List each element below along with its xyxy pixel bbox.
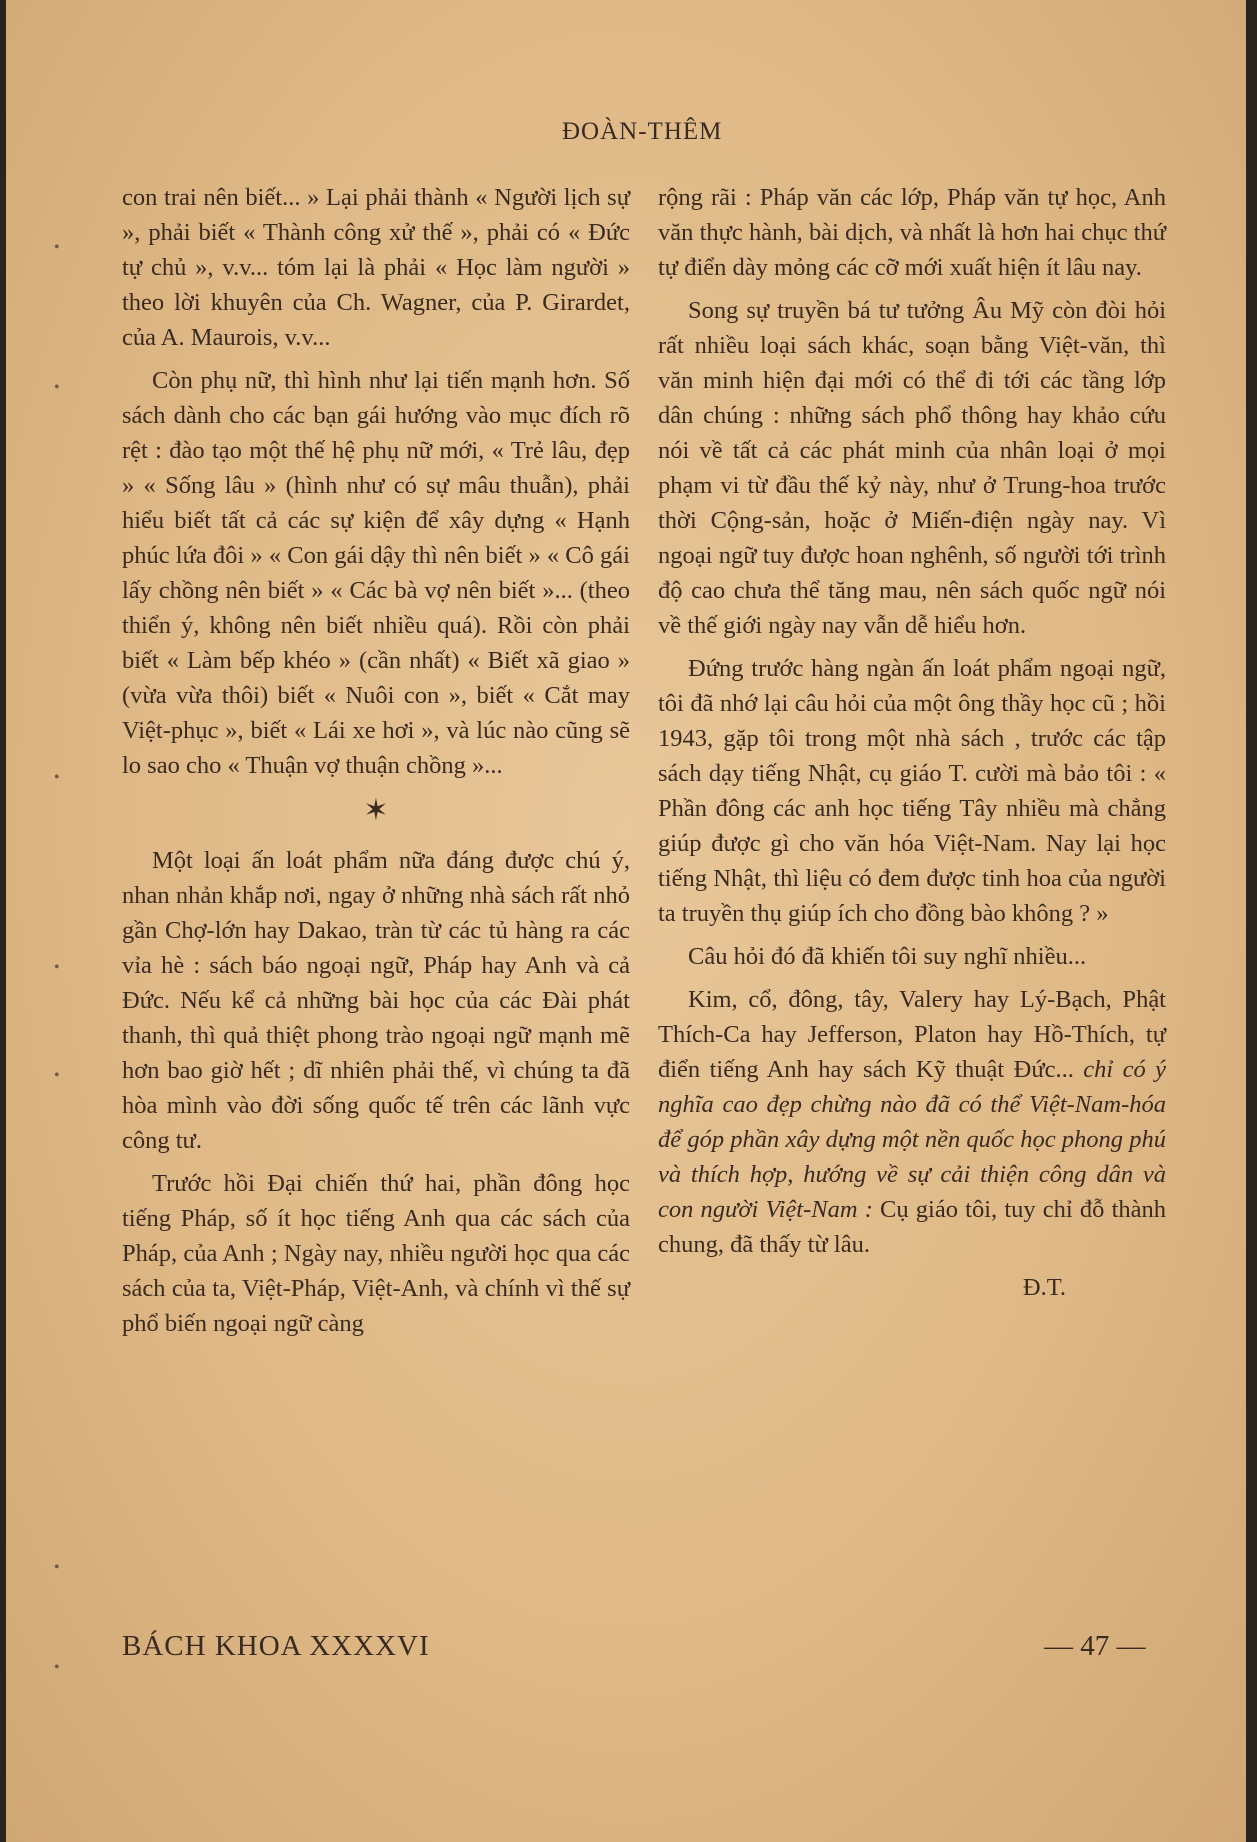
italic-emphasis: chỉ có ý nghĩa cao đẹp chừng nào đã có thể Việt-Nam-hóa để góp phần xây dựng một nền quốc học phong phú và thích hợp, hướng về sự cải thiện công dân và con người Việt-Nam : — [658, 1056, 1166, 1223]
page-header-author: ĐOÀN-THÊM — [562, 118, 723, 145]
section-separator: ✶ — [363, 794, 389, 827]
paragraph: Còn phụ nữ, thì hình như lại tiến mạnh hơn. Số sách dành cho các bạn gái hướng vào mục đích rõ rệt : đào tạo một thế hệ phụ nữ mới, « Trẻ lâu, đẹp » « Sống lâu » (hình như có sự mâu thuẫn), phải hiểu biết tất cả các sự kiện để xây dựng « Hạnh phúc lứa đôi » « Con gái dậy thì nên biết » « Cô gái lấy chồng nên biết » « Các bà vợ nên biết »... (theo thiển ý, không nên biết nhiều quá). Rồi còn phải biết « Làm bếp khéo » (cần nhất) « Biết xã giao » (vừa vừa thôi) biết « Nuôi con », biết « Cắt may Việt-phục », biết « Lái xe hơi », và lúc nào cũng sẽ lo sao cho « Thuận vợ thuận chồng »... — [122, 367, 630, 779]
paragraph: Câu hỏi đó đã khiến tôi suy nghĩ nhiều... — [688, 943, 1087, 970]
paragraph: Một loại ấn loát phẩm nữa đáng được chú ý, nhan nhản khắp nơi, ngay ở những nhà sách rất nhỏ gần Chợ-lớn hay Dakao, tràn từ các tủ hàng ra các vỉa hè : sách báo ngoại ngữ, Pháp hay Anh và cả Đức. Nếu kể cả những bài học của các Đài phát thanh, thì quả thiệt phong trào ngoại ngữ mạnh mẽ hơn bao giờ hết ; dĩ nhiên phải thế, vì chúng ta đã hòa mình vào đời sống quốc tế trên các lãnh vực công tư. — [122, 847, 630, 1154]
right-column — [658, 180, 1166, 1313]
paragraph: con trai nên biết... » Lại phải thành « Người lịch sự », phải biết « Thành công xử thế », phải có « Đức tự chủ », v.v... tóm lại là phải « Học làm người » theo lời khuyên của Ch. Wagner, của P. Girardet, của A. Maurois, v.v... — [122, 184, 630, 351]
paragraph-conclusion — [658, 982, 1166, 1262]
page-number: — 47 — — [1044, 1630, 1146, 1662]
paragraph: Trước hồi Đại chiến thứ hai, phần đông học tiếng Pháp, số ít học tiếng Anh qua các sách của Pháp, của Anh ; Ngày nay, nhiều người học qua các sách của ta, Việt-Pháp, Việt-Anh, và chính vì thế sự phổ biến ngoại ngữ càng — [122, 1170, 630, 1337]
author-signature: Đ.T. — [1022, 1274, 1066, 1301]
paragraph-text: Cụ giáo tôi, tuy chỉ đỗ thành chung, đã thấy từ lâu. — [658, 1196, 1166, 1258]
paragraph: Song sự truyền bá tư tưởng Âu Mỹ còn đòi hỏi rất nhiều loại sách khác, soạn bằng Việt-văn, thì văn minh hiện đại mới có thể đi tới các tầng lớp dân chúng : những sách phổ thông hay khảo cứu nói về tất cả các phát minh của nhân loại ở mọi phạm vi từ đầu thế kỷ này, như ở Trung-hoa trước thời Cộng-sản, hoặc ở Miến-điện ngày nay. Vì ngoại ngữ tuy được hoan nghênh, số người tới trình độ cao chưa thể tăng mau, nên sách quốc ngữ nói về thế giới ngày nay vẫn dễ hiểu hơn. — [658, 297, 1166, 639]
paragraph: Đứng trước hàng ngàn ấn loát phẩm ngoại ngữ, tôi đã nhớ lại câu hỏi của một ông thầy học cũ ; hồi 1943, gặp tôi trong một nhà sách , trước các tập sách dạy tiếng Nhật, cụ giáo T. cười mà bảo tôi : « Phần đông các anh học tiếng Tây nhiều mà chẳng giúp được gì cho văn hóa Việt-Nam. Nay lại học tiếng Nhật, thì liệu có đem được tinh hoa của người ta truyền thụ giúp ích cho đồng bào không ? » — [658, 655, 1166, 927]
magazine-name: BÁCH KHOA XXXXVI — [122, 1630, 430, 1662]
paragraph-text: Kim, cổ, đông, tây, Valery hay Lý-Bạch, Phật Thích-Ca hay Jefferson, Platon hay Hồ-Thích, tự điển tiếng Anh hay sách Kỹ thuật Đức... — [658, 986, 1166, 1083]
document-page: • • • • • • • ĐOÀN-THÊM con trai nên biết... » Lại phải thành « Người lịch sự », phải biết « Thành công xử thế », phải có « Đức tự chủ », v.v... tóm lại là phải « Học làm người » theo lời khuyên của Ch. Wagner, của P. Girardet, của A. Maurois, v.v... Còn phụ nữ, thì hình như lại tiến mạnh hơn. Số sách dành cho các bạn gái hướng vào mục đích rõ rệt : đào tạo một thế hệ phụ nữ mới, « Trẻ lâu, đẹp » « Sống lâu » (hình như có sự mâu thuẫn), phải hiểu biết tất cả các sự kiện để xây dựng « Hạnh phúc lứa đôi » « Con gái dậy thì nên biết » « Cô gái lấy chồng nên biết » « Các bà vợ nên biết »... (theo thiển ý, không nên biết nhiều quá). Rồi còn phải biết « Làm bếp khéo » (cần nhất) « Biết xã giao » (vừa vừa thôi) biết « Nuôi con », biết « Cắt may Việt-phục », biết « Lái xe hơi », và lúc nào cũng sẽ lo sao cho « Thuận vợ thuận chồng »... ✶ Một loại ấn loát phẩm nữa đáng được chú ý, nhan nhản khắp nơi, ngay ở những nhà sách rất nhỏ gần Chợ-lớn hay Dakao, tràn từ các tủ hàng ra các vỉa hè : sách báo ngoại ngữ, Pháp hay Anh và cả Đức. Nếu kể cả những bài học của các Đài phát thanh, thì quả thiệt phong trào ngoại ngữ mạnh mẽ hơn bao giờ hết ; dĩ nhiên phải thế, vì chúng ta đã hòa mình vào đời sống quốc tế trên các lãnh vực công tư. Trước hồi Đại chiến thứ hai, phần đông học tiếng Pháp, số ít học tiếng Anh qua các sách của Pháp, của Anh ; Ngày nay, nhiều người học qua các sách của ta, Việt-Pháp, Việt-Anh, và chính vì thế sự phổ biến ngoại ngữ càng rộng rãi : Pháp văn các lớp, Pháp văn tự học, Anh văn thực hành, bài dịch, và nhất là hơn hai chục thứ tự điển dày mỏng các cỡ mới xuất hiện ít lâu nay. Song sự truyền bá tư tưởng Âu Mỹ còn đòi hỏi rất nhiều loại sách khác, soạn bằng Việt-văn, thì văn minh hiện đại mới có thể đi tới các tầng lớp dân chúng : những sách phổ thông hay khảo cứu nói về tất cả các phát minh của nhân loại ở mọi phạm vi từ đầu thế kỷ này, như ở Trung-hoa trước thời Cộng-sản, hoặc ở Miến-điện ngày nay. Vì ngoại ngữ tuy được hoan nghênh, số người tới trình độ cao chưa thể tăng mau, nên sách quốc ngữ nói về thế giới ngày nay vẫn dễ hiểu hơn. Đứng trước hàng ngàn ấn loát phẩm ngoại ngữ, tôi đã nhớ lại câu hỏi của một ông thầy học cũ ; hồi 1943, gặp tôi trong một nhà sách , trước các tập sách dạy tiếng Nhật, cụ giáo T. cười mà bảo tôi : « Phần đông các anh học tiếng Tây nhiều mà chẳng giúp được gì cho văn hóa Việt-Nam. Nay lại học tiếng Nhật, thì liệu có đem được tinh hoa của người ta truyền thụ giúp ích cho đồng bào không ? » Câu hỏi đó đã khiến tôi suy nghĩ nhiều... Kim, cổ, đông, tây, Valery hay Lý-Bạch, Phật Thích-Ca hay Jefferson, Platon hay Hồ-Thích, tự điển tiếng Anh hay sách Kỹ thuật Đức... chỉ có ý nghĩa cao đẹp chừng nào đã có thể Việt-Nam-hóa để góp phần xây dựng một nền quốc học phong phú và thích hợp, hướng về sự cải thiện công dân và con người Việt-Nam : Cụ giáo tôi, tuy chỉ đỗ thành chung, đã thấy từ lâu. Đ.T. BÁCH KHOA XXXXVI — 47 — — [6, 0, 1246, 1842]
left-column — [122, 180, 630, 1349]
paragraph: rộng rãi : Pháp văn các lớp, Pháp văn tự học, Anh văn thực hành, bài dịch, và nhất là hơn hai chục thứ tự điển dày mỏng các cỡ mới xuất hiện ít lâu nay. — [658, 184, 1166, 281]
